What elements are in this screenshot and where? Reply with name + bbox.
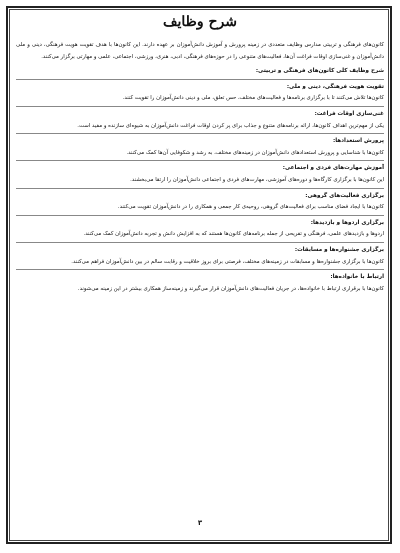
section-heading: غنی‌سازی اوقات فراغت: (314, 110, 384, 117)
divider (16, 215, 384, 216)
section-families (16, 272, 384, 295)
document-body (16, 40, 384, 520)
section-general-duties (16, 66, 384, 78)
section-heading: شرح وظایف کلی کانون‌های فرهنگی و تربیتی: (255, 68, 384, 75)
divider (16, 242, 384, 243)
section-skills (16, 163, 384, 186)
section-heading: برگزاری اردوها و بازدیدها: (310, 219, 384, 226)
section-body: یکی از مهم‌ترین اهداف کانون‌ها، ارائه برنامه‌های متنوع و جذاب برای پر کردن اوقات فراغت دانش‌آموزان به شیوه‌ای سازنده و مفید است. (77, 122, 384, 129)
section-talents (16, 136, 384, 159)
section-body: کانون‌ها تلاش می‌کنند تا با برگزاری برنامه‌ها و فعالیت‌های مختلف، حس تعلق، ملی و دینی دانش‌آموزان را تقویت کنند. (122, 95, 384, 102)
section-body: این کانون‌ها با برگزاری کارگاه‌ها و دوره‌های آموزشی، مهارت‌های فردی و اجتماعی دانش‌آموزان را ارتقا می‌بخشند. (130, 176, 384, 183)
divider (16, 160, 384, 161)
section-festivals (16, 245, 384, 268)
section-identity (16, 82, 384, 105)
divider (16, 269, 384, 270)
section-heading: برگزاری جشنواره‌ها و مسابقات: (294, 246, 384, 253)
section-heading: ارتباط با خانواده‌ها: (330, 274, 384, 281)
section-heading: آموزش مهارت‌های فردی و اجتماعی: (282, 165, 384, 172)
section-body: کانون‌ها با برقراری ارتباط با خانواده‌ها، در جریان فعالیت‌های دانش‌آموزان قرار می‌گیرند و زمینه‌ساز همکاری بیشتر در این زمینه می‌شوند. (77, 285, 384, 292)
section-heading: پرورش استعدادها: (332, 138, 384, 145)
intro-paragraph: کانون‌های فرهنگی و تربیتی مدارس وظایف متعددی در زمینه پرورش و آموزش دانش‌آموزان بر عهده دارند. این کانون‌ها با هدف تقویت هویت فرهنگی، دینی و ملی دانش‌آموزان و غنی‌سازی اوقات فراغت آن‌ها، فعالیت‌های متنوعی را در حوزه‌های فرهنگی، ادبی، هنری، ورزشی، اجتماعی، علمی و مهارتی برگزار می‌کنند. (16, 42, 384, 60)
page-title: شرح وظایف (163, 14, 237, 30)
section-group-activities (16, 191, 384, 214)
section-leisure (16, 109, 384, 132)
section-camps (16, 218, 384, 241)
page-number: ۳ (197, 519, 203, 527)
section-body: کانون‌ها با شناسایی و پرورش استعدادهای دانش‌آموزان در زمینه‌های مختلف، به رشد و شکوفایی آن‌ها کمک می‌کنند. (126, 149, 384, 156)
section-heading: برگزاری فعالیت‌های گروهی: (305, 192, 384, 199)
section-body: کانون‌ها با برگزاری جشنواره‌ها و مسابقات در زمینه‌های مختلف، فرصتی برای بروز خلاقیت و رقابت سالم در بین دانش‌آموزان فراهم می‌کنند. (71, 258, 384, 265)
divider (16, 79, 384, 80)
divider (16, 133, 384, 134)
divider (16, 188, 384, 189)
section-body: کانون‌ها با ایجاد فضای مناسب برای فعالیت‌های گروهی، روحیه‌ی کار جمعی و همکاری را در دانش‌آموزان تقویت می‌کنند. (117, 204, 384, 211)
divider (16, 106, 384, 107)
section-heading: تقویت هویت فرهنگی، دینی و ملی: (286, 83, 384, 90)
section-body: اردوها و بازدیدهای علمی، فرهنگی و تفریحی از جمله برنامه‌های کانون‌ها هستند که به افزایش دانش و تجربه دانش‌آموزان کمک می‌کنند. (83, 231, 384, 238)
